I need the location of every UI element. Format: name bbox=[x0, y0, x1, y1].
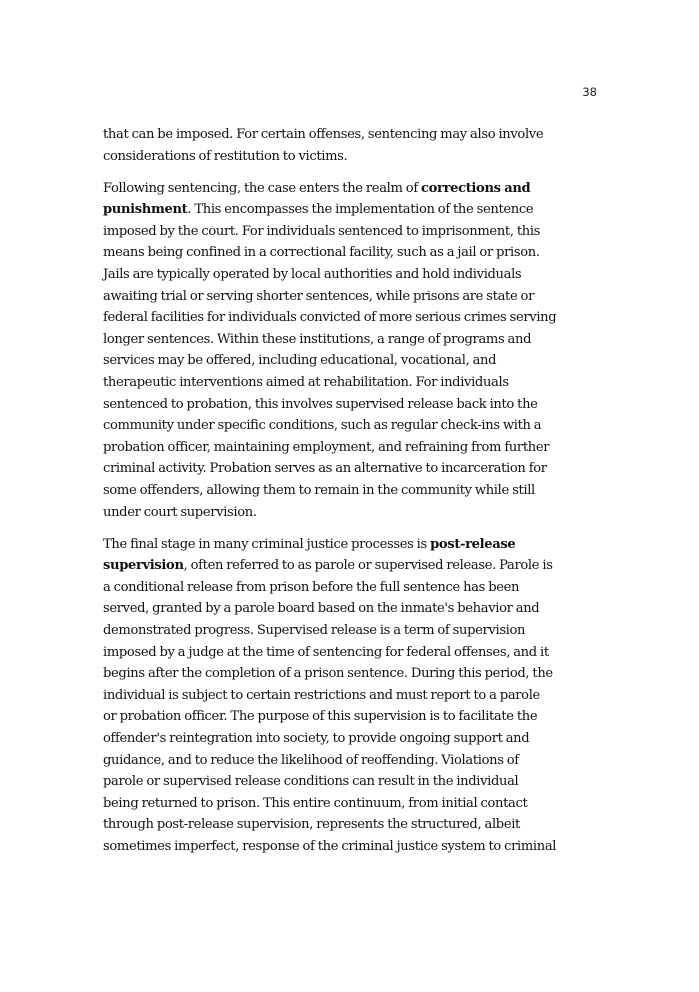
text-line: served, granted by a parole board based on the inmate's behavior and bbox=[103, 601, 540, 617]
bold-term: post-release bbox=[430, 536, 516, 552]
text-line: sentenced to probation, this involves supervised release back into the bbox=[103, 396, 538, 412]
text-line: under court supervision. bbox=[103, 504, 257, 520]
text-line: criminal activity. Probation serves as an alternative to incarceration for bbox=[103, 461, 547, 477]
text-line bbox=[103, 534, 599, 556]
text-line bbox=[103, 199, 599, 221]
bold-term: punishment bbox=[103, 202, 188, 218]
text-line: federal facilities for individuals convicted of more serious crimes serving bbox=[103, 310, 557, 326]
text-line: through post-release supervision, represents the structured, albeit bbox=[103, 817, 520, 833]
text-line: imposed by a judge at the time of sentencing for federal offenses, and it bbox=[103, 644, 549, 660]
bold-term: corrections and bbox=[421, 180, 531, 196]
text-line: probation officer, maintaining employment, and refraining from further bbox=[103, 439, 550, 455]
paragraph-sentencing-continued bbox=[103, 124, 599, 167]
text-line: longer sentences. Within these institutions, a range of programs and bbox=[103, 331, 532, 347]
text-line: means being confined in a correctional facility, such as a jail or prison. bbox=[103, 245, 540, 261]
text-run: The final stage in many criminal justice processes is bbox=[103, 536, 431, 552]
text-run: . This encompasses the implementation of the sentence bbox=[187, 202, 534, 218]
text-line: parole or supervised release conditions can result in the individual bbox=[103, 774, 519, 790]
paragraph-post-release bbox=[103, 534, 599, 858]
text-run: , often referred to as parole or supervised release. Parole is bbox=[183, 558, 553, 574]
text-line: therapeutic interventions aimed at rehabilitation. For individuals bbox=[103, 375, 509, 391]
text-line: community under specific conditions, such as regular check-ins with a bbox=[103, 418, 542, 434]
text-run: Following sentencing, the case enters the realm of bbox=[103, 180, 422, 196]
text-line: begins after the completion of a prison sentence. During this period, the bbox=[103, 666, 553, 682]
text-line: guidance, and to reduce the likelihood of reoffending. Violations of bbox=[103, 752, 519, 768]
text-line: that can be imposed. For certain offenses, sentencing may also involve bbox=[103, 127, 544, 142]
text-line: considerations of restitution to victims. bbox=[103, 148, 348, 164]
document-body bbox=[103, 124, 599, 868]
text-line: or probation officer. The purpose of this supervision is to facilitate the bbox=[103, 709, 538, 725]
text-line: Jails are typically operated by local authorities and hold individuals bbox=[103, 267, 522, 283]
text-line: a conditional release from prison before the full sentence has been bbox=[103, 579, 520, 595]
text-line: demonstrated progress. Supervised release is a term of supervision bbox=[103, 623, 526, 639]
text-line bbox=[103, 555, 599, 577]
text-line: awaiting trial or serving shorter sentences, while prisons are state or bbox=[103, 288, 534, 304]
paragraph-corrections bbox=[103, 178, 599, 524]
text-line: offender's reintegration into society, to provide ongoing support and bbox=[103, 731, 530, 747]
page-number: 38 bbox=[582, 85, 597, 99]
text-line: some offenders, allowing them to remain in the community while still bbox=[103, 483, 535, 498]
text-line: individual is subject to certain restrictions and must report to a parole bbox=[103, 687, 540, 703]
text-line bbox=[103, 178, 599, 200]
text-line: imposed by the court. For individuals sentenced to imprisonment, this bbox=[103, 223, 541, 239]
bold-term: supervision bbox=[103, 558, 184, 574]
text-line: sometimes imperfect, response of the criminal justice system to criminal bbox=[103, 839, 557, 854]
text-line: services may be offered, including educational, vocational, and bbox=[103, 353, 497, 369]
text-line: being returned to prison. This entire continuum, from initial contact bbox=[103, 795, 528, 811]
